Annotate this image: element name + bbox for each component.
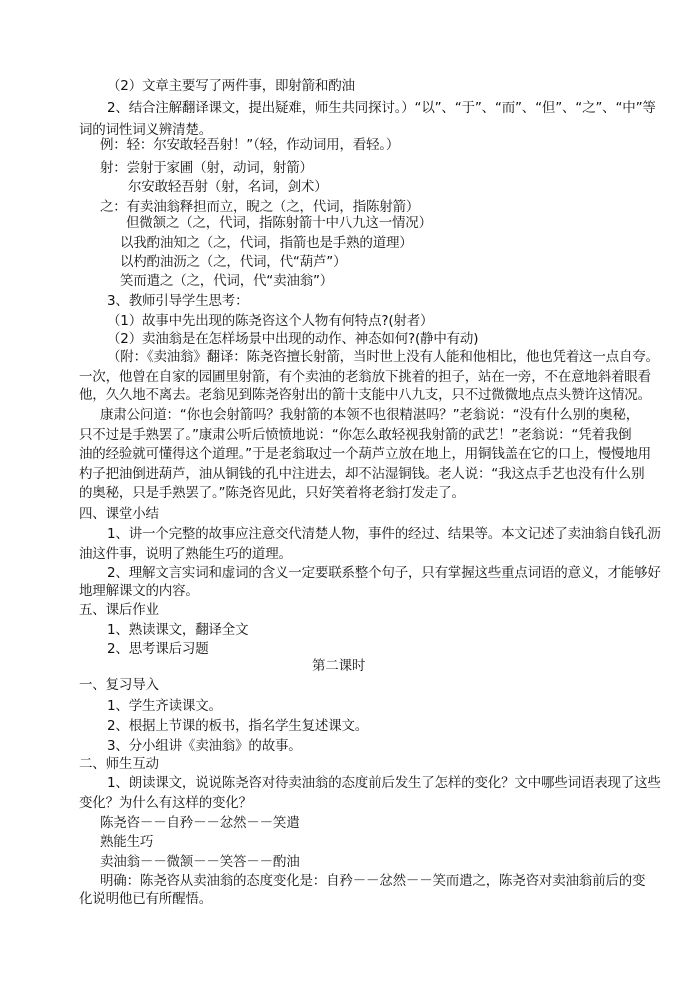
text-line: 2、思考课后习题	[107, 641, 209, 657]
text-line: 卖油翁－－微颔－－笑答－－酌油	[100, 854, 300, 870]
text-line: 3、教师引导学生思考：	[107, 293, 249, 309]
text-line: 3、分小组讲《卖油翁》的故事。	[107, 738, 302, 754]
text-line: 康肃公问道：“你也会射箭吗？我射箭的本领不也很精湛吗？”老翁说：“没有什么别的奥秘，	[100, 407, 640, 423]
text-line: 他，久久地不离去。老翁见到陈尧咨射出的箭十支能中八九支，只不过微微地点点头赞许这情况。	[79, 387, 651, 403]
text-line: （1）故事中先出现的陈尧咨这个人物有何特点?(射者）	[107, 313, 434, 329]
text-line: 例：轻：尔安敢轻吾射！”（轻，作动词用，看轻。）	[100, 137, 400, 153]
text-line: 以杓酌油沥之（之，代词，代“葫芦”）	[120, 254, 347, 270]
section-heading: 一、复习导入	[79, 677, 159, 693]
text-line: 词的词性词义辨清楚。	[79, 122, 212, 138]
text-line: 笑而遣之（之，代词，代“卖油翁”）	[120, 273, 334, 289]
text-line: 化说明他已有所醒悟。	[79, 891, 212, 907]
text-line: （2）卖油翁是在怎样场景中出现的动作、神态如何?(静中有动)	[107, 331, 479, 347]
text-line: 1、熟读课文，翻译全文	[107, 622, 249, 638]
text-line: 以我酌油知之（之，代词，指箭也是手熟的道理）	[120, 235, 413, 251]
text-line: 2、根据上节课的板书，指名学生复述课文。	[107, 718, 369, 734]
text-line: 油的经验就可懂得这个道理。”于是老翁取过一个葫芦立放在地上，用铜钱盖在它的口上，慢慢地用	[79, 446, 651, 462]
text-line: 1、朗读课文，说说陈尧咨对待卖油翁的态度前后发生了怎样的变化？文中哪些词语表现了这些	[107, 775, 661, 791]
text-line: （2）文章主要写了两件事，即射箭和酌油	[107, 78, 355, 94]
text-line: 尔安敢轻吾射（射，名词，剑术）	[128, 179, 328, 195]
text-line: 变化？为什么有这样的变化？	[79, 795, 252, 811]
text-line: 1、讲一个完整的故事应注意交代清楚人物，事件的经过、结果等。本文记述了卖油翁自钱孔沥	[107, 526, 661, 542]
text-line: 杓子把油倒进葫芦，油从铜钱的孔中注进去，却不沾湿铜钱。老人说：“我这点手艺也没有什么别	[79, 466, 645, 482]
section-heading: 五、课后作业	[79, 602, 159, 618]
text-line: 2、结合注解翻译课文，提出疑难，师生共同探讨。）“以”、“于”、“而”、“但”、“之”、“中”等	[107, 100, 656, 116]
text-line: （附：《卖油翁》翻译：陈尧咨擅长射箭，当时世上没有人能和他相比，他也凭着这一点自夸。	[107, 349, 659, 365]
text-line: 油这件事，说明了熟能生巧的道理。	[79, 546, 292, 562]
text-line: 之：有卖油翁释担而立，睨之（之，代词，指陈射箭）	[100, 199, 420, 215]
text-line: 只不过是手熟罢了。”康肃公听后愤愤地说：“你怎么敢轻视我射箭的武艺！”老翁说：“凭着我倒	[79, 427, 632, 443]
lesson-title: 第二课时	[312, 658, 366, 674]
text-line: 熟能生巧	[100, 834, 154, 850]
text-line: 明确：陈尧咨从卖油翁的态度变化是：自矜－－忿然－－笑而遣之，陈尧咨对卖油翁前后的变	[100, 873, 646, 889]
text-line: 但微颔之（之，代词，指陈射箭十中八九这一情况）	[126, 215, 432, 231]
section-heading: 二、师生互动	[79, 756, 159, 772]
text-line: 陈尧咨－－自矜－－忿然－－笑遣	[100, 815, 300, 831]
section-heading: 四、课堂小结	[79, 506, 159, 522]
text-line: 地理解课文的内容。	[79, 583, 199, 599]
text-line: 射：尝射于家圃（射，动词，射箭）	[100, 160, 313, 176]
text-line: 2、理解文言实词和虚词的含义一定要联系整个句子，只有掌握这些重点词语的意义，才能够好	[107, 565, 661, 581]
text-line: 1、学生齐读课文。	[107, 698, 222, 714]
text-line: 一次，他曾在自家的园圃里射箭，有个卖油的老翁放下挑着的担子，站在一旁，不在意地斜着眼看	[79, 369, 651, 385]
text-line: 的奥秘，只是手熟罢了。”陈尧咨见此，只好笑着将老翁打发走了。	[79, 485, 465, 501]
